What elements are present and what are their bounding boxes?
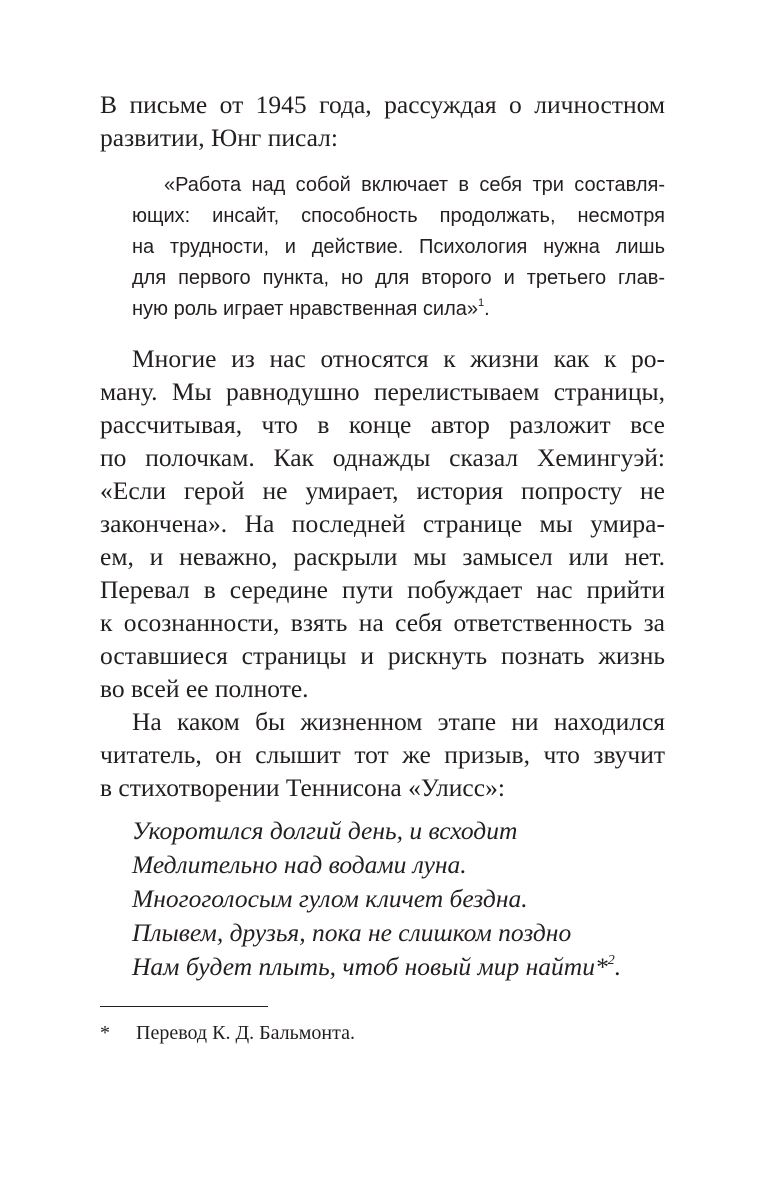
footnote-marker: * [100, 1022, 110, 1044]
paragraph-novel [100, 342, 665, 705]
text-line: по полочкам. Как однажды сказал Хемингуэй: [100, 443, 665, 472]
text-line: Перевал в середине пути побуждает нас прийти [100, 575, 665, 604]
text-line: «Если герой не умирает, история попросту не [100, 476, 665, 505]
paragraph-ulysses [100, 705, 665, 804]
text-line: закончена». На последней странице мы умира- [100, 509, 665, 538]
quote-line: «Работа над собой включает в себя три составля- [164, 174, 665, 196]
text-line: к осознанности, взять на себя ответственность за [100, 608, 665, 637]
book-page [100, 88, 665, 1047]
quote-line: на трудности, и действие. Психология нужна лишь [132, 236, 665, 258]
quote-line: ную роль играет нравственная сила»$^1$. [132, 297, 490, 320]
text-line: развитии, Юнг писал: [100, 123, 338, 152]
footnote-divider [100, 1006, 268, 1007]
quote-line: для первого пункта, но для второго и третьего глав- [132, 267, 665, 289]
poem-line: Укоротился долгий день, и всходит [132, 816, 518, 845]
footnote [100, 1019, 665, 1047]
text-line: В письме от 1945 года, рассуждая о личностном [100, 90, 665, 119]
text-line: в стихотворении Теннисона «Улисс»: [100, 773, 505, 802]
text-line: читатель, он слышит тот же призыв, что звучит [100, 740, 665, 769]
text-line: во всей ее полноте. [100, 674, 309, 703]
poem-line: Многоголосым гулом кличет бездна. [132, 884, 528, 913]
poem-excerpt [132, 814, 665, 984]
block-quote [132, 170, 665, 325]
footnote-ref: 1 [478, 297, 485, 310]
text-line: рассчитывая, что в конце автор разложит все [100, 410, 665, 439]
footnote-text: Перевод К. Д. Бальмонта. [136, 1022, 355, 1044]
text-line: оставшиеся страницы и рискнуть познать жизнь [100, 641, 665, 670]
footnote-mark: * [594, 952, 608, 981]
poem-line: Плывем, друзья, пока не слишком поздно [132, 918, 572, 947]
text-line: На каком бы жизненном этапе ни находился [132, 707, 665, 736]
poem-line [132, 950, 665, 984]
footnote-ref: 2 [607, 952, 615, 968]
poem-end-punct: . [614, 952, 622, 981]
poem-text: Нам будет плыть, чтоб новый мир найти [132, 952, 595, 981]
text-line: ману. Мы равнодушно перелистываем страницы, [100, 377, 665, 406]
intro-paragraph [100, 88, 665, 154]
quote-text: ную роль играет нравственная сила» [132, 298, 479, 320]
text-line: Многие из нас относятся к жизни как к ро- [132, 344, 665, 373]
quote-line: ющих: инсайт, способность продолжать, несмотря [132, 205, 665, 227]
text-line: ем, и неважно, раскрыли мы замысел или нет. [100, 542, 665, 571]
poem-line: Медлительно над водами луна. [132, 850, 467, 879]
